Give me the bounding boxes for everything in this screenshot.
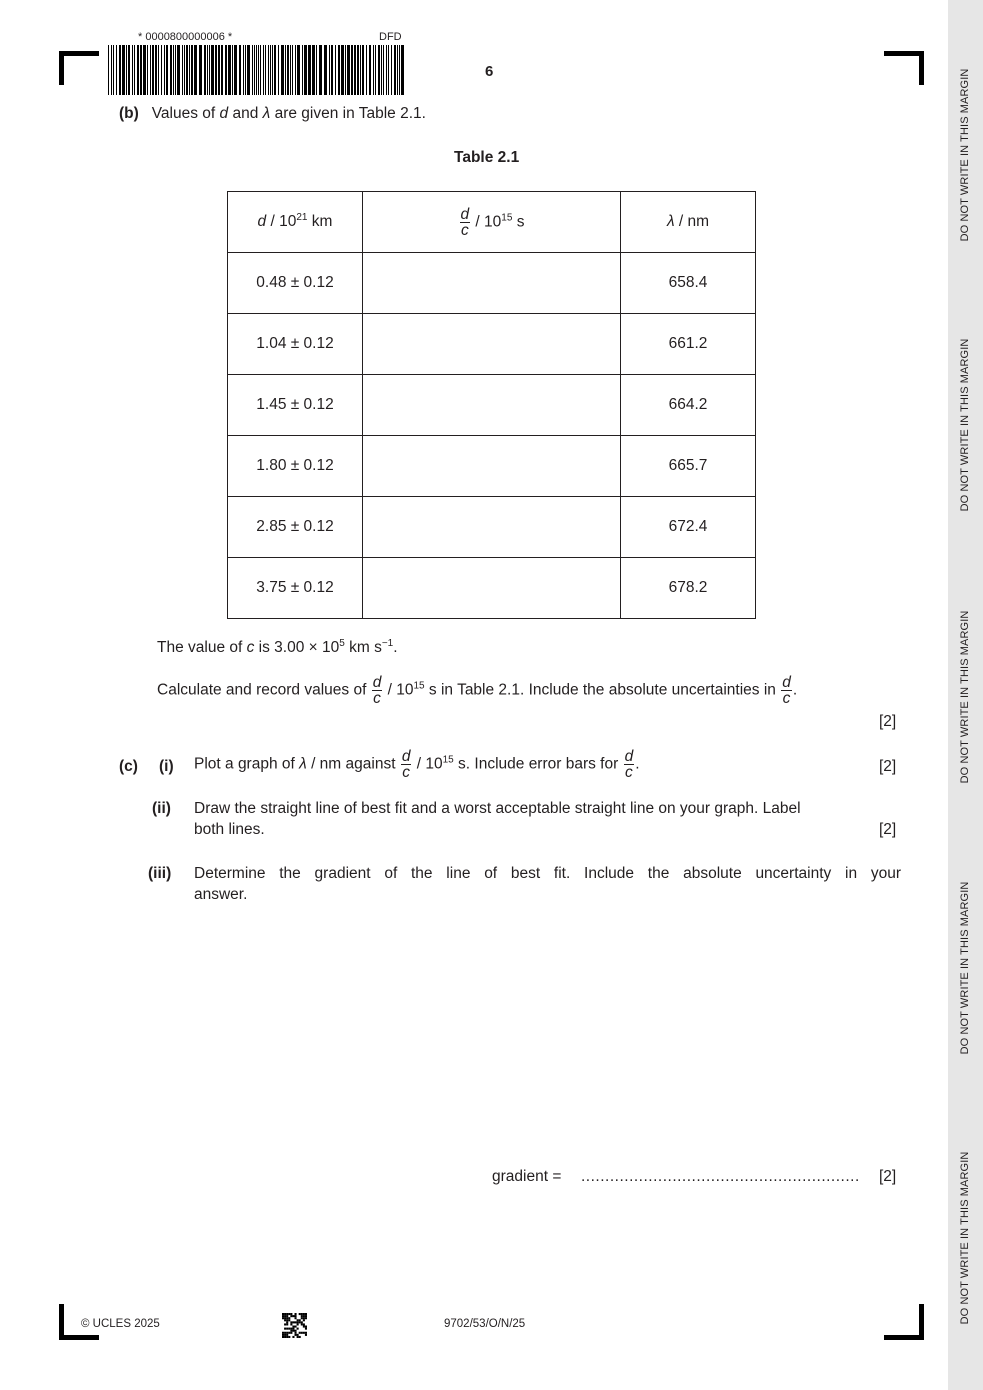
part-c-iii-line2: answer. xyxy=(194,886,248,903)
part-c-ii-line2: both lines. xyxy=(194,821,265,838)
cell-lambda: 661.2 xyxy=(621,314,756,375)
cell-d: 0.48 ± 0.12 xyxy=(228,253,363,314)
copyright: © UCLES 2025 xyxy=(81,1318,160,1330)
part-c-iii-label: (iii) xyxy=(148,865,172,882)
cell-d: 1.45 ± 0.12 xyxy=(228,375,363,436)
barcode xyxy=(108,45,406,95)
calc-instruction: Calculate and record values of $\frac{d}{c}$ / $10^{15}$ s in Table 2.1. Include the absolute uncertainties in $\frac{d}{c}$ . xyxy=(157,674,798,707)
cell-d: 1.04 ± 0.12 xyxy=(228,314,363,375)
part-b-intro: (b) Values of d and λ are given in Table 2.1. xyxy=(119,105,426,122)
cell-d-over-c[interactable] xyxy=(363,558,621,619)
table-row xyxy=(228,436,756,497)
cell-d-over-c[interactable] xyxy=(363,375,621,436)
barcode-code: DFD xyxy=(379,31,402,43)
table-row xyxy=(228,253,756,314)
part-b-label: (b) xyxy=(119,105,139,122)
cell-lambda: 664.2 xyxy=(621,375,756,436)
table-row xyxy=(228,375,756,436)
part-b-marks: [2] xyxy=(879,713,897,730)
part-c-i-marks: [2] xyxy=(879,758,897,775)
gradient-marks: [2] xyxy=(879,1168,897,1185)
cell-d-over-c[interactable] xyxy=(363,314,621,375)
header-lambda: λ / nm xyxy=(621,192,756,253)
page-number: 6 xyxy=(485,63,494,80)
header-d-over-c: $\frac{d}{c}$ / $10^{15}$ s xyxy=(363,192,621,253)
margin-notice: DO NOT WRITE IN THIS MARGIN xyxy=(959,1151,971,1325)
cell-lambda: 665.7 xyxy=(621,436,756,497)
table-row xyxy=(228,497,756,558)
table-row xyxy=(228,314,756,375)
cell-lambda: 658.4 xyxy=(621,253,756,314)
c-value-statement: The value of c is $3.00 \times 10^5$ km $s^{-1}$. xyxy=(157,638,398,656)
gradient-label: gradient = xyxy=(492,1168,562,1185)
margin-notice: DO NOT WRITE IN THIS MARGIN xyxy=(959,338,971,512)
cell-d: 2.85 ± 0.12 xyxy=(228,497,363,558)
table-title: Table 2.1 xyxy=(454,149,520,166)
paper-code: 9702/53/O/N/25 xyxy=(444,1318,526,1330)
margin-notice: DO NOT WRITE IN THIS MARGIN xyxy=(959,881,971,1055)
cell-lambda: 678.2 xyxy=(621,558,756,619)
cell-lambda: 672.4 xyxy=(621,497,756,558)
barcode-number: * 0000800000006 * xyxy=(138,31,233,43)
cell-d-over-c[interactable] xyxy=(363,253,621,314)
header-d: d / $10^{21}$ km xyxy=(228,192,363,253)
part-c-ii-label: (ii) xyxy=(152,800,171,817)
cell-d: 3.75 ± 0.12 xyxy=(228,558,363,619)
cell-d: 1.80 ± 0.12 xyxy=(228,436,363,497)
part-c-iii-line1: Determine the gradient of the line of best fit. Include the absolute uncertainty in your xyxy=(194,865,901,882)
gradient-answer-line[interactable]: .......................................................... xyxy=(581,1168,860,1185)
margin-notice: DO NOT WRITE IN THIS MARGIN xyxy=(959,610,971,784)
part-c-i-label: (i) xyxy=(159,758,174,775)
part-c-label: (c) xyxy=(119,758,138,775)
qr-code-icon xyxy=(282,1313,307,1338)
part-c-ii-line1: Draw the straight line of best fit and a worst acceptable straight line on your graph. Label xyxy=(194,800,801,817)
table-header-row xyxy=(228,192,756,253)
data-table xyxy=(227,191,756,619)
cell-d-over-c[interactable] xyxy=(363,497,621,558)
part-c-i-text: Plot a graph of λ / nm against $\frac{d}{c}$ / $10^{15}$ s. Include error bars for $\frac{d}{c}$ . xyxy=(194,748,640,781)
cell-d-over-c[interactable] xyxy=(363,436,621,497)
part-c-ii-marks: [2] xyxy=(879,821,897,838)
table-row xyxy=(228,558,756,619)
margin-notice: DO NOT WRITE IN THIS MARGIN xyxy=(959,68,971,242)
